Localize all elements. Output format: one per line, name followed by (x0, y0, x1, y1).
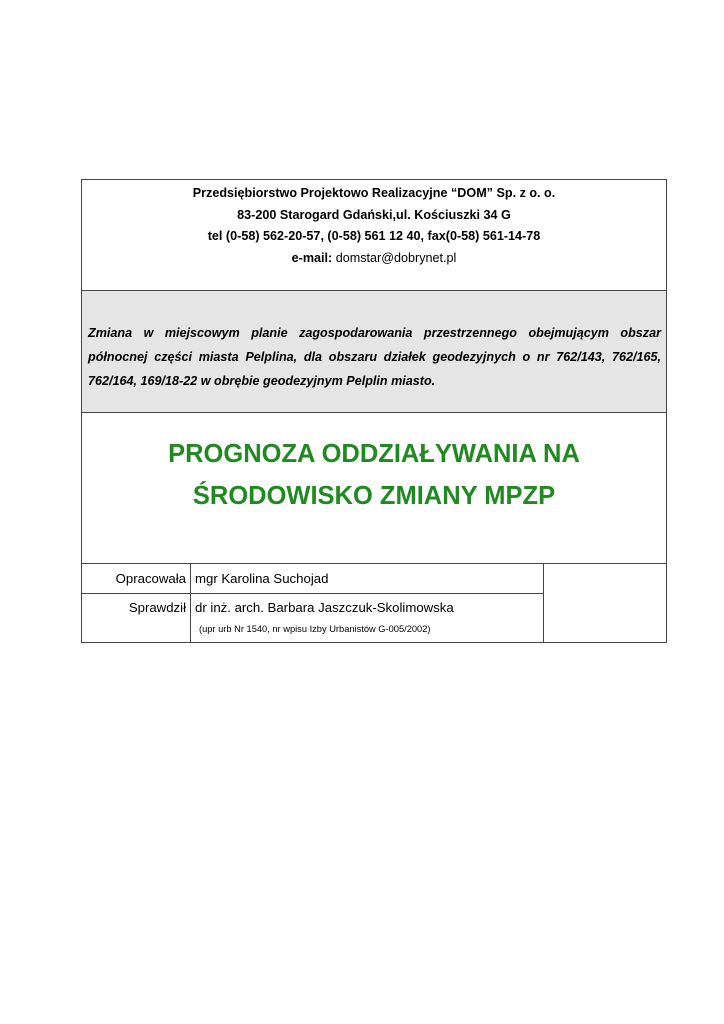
document-title (82, 413, 666, 564)
email-address: domstar@dobrynet.pl (335, 250, 457, 265)
company-email-line (82, 248, 666, 270)
checked-by-license-note: (upr urb Nr 1540, nr wpisu Izby Urbanistów G-005/2002) (199, 624, 431, 634)
credits-column-divider (190, 564, 191, 642)
email-label: e-mail: (291, 250, 333, 265)
prepared-by-name: mgr Karolina Suchojad (195, 571, 329, 586)
credits-row-divider (82, 593, 543, 594)
title-line-2: ŚRODOWISKO ZMIANY MPZP (192, 482, 556, 510)
title-line-1: PROGNOZA ODDZIAŁYWANIA NA (168, 440, 580, 468)
prepared-by-label: Opracowała (115, 571, 186, 586)
company-phones: tel (0-58) 562-20-57, (0-58) 561 12 40, fax(0-58) 561-14-78 (207, 229, 541, 243)
document-title-block (81, 179, 667, 643)
credits-table (82, 564, 666, 642)
company-header (82, 180, 666, 291)
plan-subject-text: Zmiana w miejscowym planie zagospodarowania przestrzennego obejmującym obszar północnej części miasta Pelplina, dla obszaru działek geodezyjnych o nr 762/143, 762/165, 762/164, 169/18-22 w obrębie geodezyjnym Pelplin miasto. (88, 326, 661, 388)
plan-subject (82, 291, 666, 413)
company-name: Przedsiębiorstwo Projektowo Realizacyjne “DOM” Sp. z o. o. (192, 186, 556, 200)
company-address: 83-200 Starogard Gdański,ul. Kościuszki 34 G (237, 207, 511, 222)
checked-by-name: dr inż. arch. Barbara Jaszczuk-Skolimowska (195, 600, 454, 615)
checked-by-label: Sprawdził (128, 600, 186, 615)
credits-column-divider-right (543, 564, 544, 642)
